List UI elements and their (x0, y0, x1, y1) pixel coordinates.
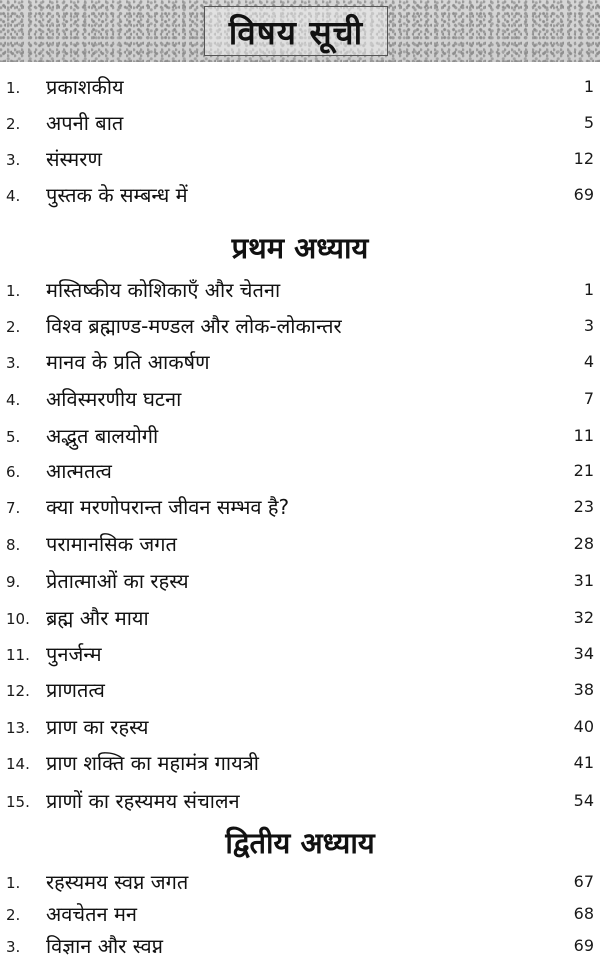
entry-title: प्राण का रहस्य (46, 715, 149, 739)
entry-number: 8. (6, 536, 21, 554)
entry-page: 11 (573, 426, 594, 445)
entry-number: 1. (6, 79, 21, 97)
toc-entry[interactable] (0, 898, 600, 934)
entry-title: अविस्मरणीय घटना (46, 387, 182, 411)
toc-entry[interactable] (0, 602, 600, 638)
entry-title: प्रकाशकीय (46, 75, 124, 99)
entry-number: 14. (6, 755, 30, 773)
entry-page: 3 (583, 316, 594, 335)
toc-entry[interactable] (0, 310, 600, 346)
toc-entry[interactable] (0, 455, 600, 491)
entry-page: 54 (573, 791, 594, 810)
toc-entry[interactable] (0, 747, 600, 783)
toc-entry[interactable] (0, 71, 600, 107)
entry-number: 2. (6, 906, 21, 924)
entry-title: मस्तिष्कीय कोशिकाएँ और चेतना (46, 278, 281, 302)
toc-entry[interactable] (0, 528, 600, 564)
entry-title: प्रेतात्माओं का रहस्य (46, 569, 189, 593)
entry-page: 1 (583, 77, 594, 96)
entry-number: 3. (6, 354, 21, 372)
entry-page: 1 (583, 280, 594, 299)
toc-entry[interactable] (0, 565, 600, 601)
entry-title: संस्मरण (46, 147, 102, 171)
entry-number: 2. (6, 115, 21, 133)
entry-title: अद्भुत बालयोगी (46, 424, 159, 448)
entry-title: अवचेतन मन (46, 902, 138, 926)
toc-entry[interactable] (0, 866, 600, 902)
entry-page: 7 (583, 389, 594, 408)
entry-number: 4. (6, 187, 21, 205)
toc-entry[interactable] (0, 674, 600, 710)
entry-title: प्राणों का रहस्यमय संचालन (46, 789, 240, 813)
entry-number: 11. (6, 646, 30, 664)
entry-number: 9. (6, 573, 21, 591)
entry-page: 4 (583, 352, 594, 371)
entry-title: विज्ञान और स्वप्न (46, 934, 164, 958)
entry-number: 7. (6, 499, 21, 517)
entry-page: 34 (573, 644, 594, 663)
entry-title: पुस्तक के सम्बन्ध में (46, 183, 188, 207)
entry-title: आत्मतत्व (46, 459, 112, 483)
entry-page: 12 (573, 149, 594, 168)
toc-entry[interactable] (0, 107, 600, 143)
entry-page: 5 (583, 113, 594, 132)
entry-number: 4. (6, 391, 21, 409)
entry-number: 5. (6, 428, 21, 446)
entry-page: 28 (573, 534, 594, 553)
entry-page: 31 (573, 571, 594, 590)
toc-entry[interactable] (0, 711, 600, 747)
entry-number: 1. (6, 874, 21, 892)
entry-number: 12. (6, 682, 30, 700)
entry-page: 67 (573, 872, 594, 891)
entry-number: 3. (6, 151, 21, 169)
entry-number: 1. (6, 282, 21, 300)
entry-title: क्या मरणोपरान्त जीवन सम्भव है? (46, 495, 290, 519)
toc-entry[interactable] (0, 383, 600, 419)
entry-title: रहस्यमय स्वप्न जगत (46, 870, 189, 894)
toc-entry[interactable] (0, 143, 600, 179)
toc-entry[interactable] (0, 930, 600, 966)
toc-entry[interactable] (0, 638, 600, 674)
entry-title: प्राणतत्व (46, 678, 105, 702)
entry-page: 32 (573, 608, 594, 627)
toc-entry[interactable] (0, 179, 600, 215)
toc-entry[interactable] (0, 491, 600, 527)
entry-title: परामानसिक जगत (46, 532, 177, 556)
chapter-heading-first: प्रथम अध्याय (231, 231, 369, 265)
entry-number: 2. (6, 318, 21, 336)
entry-title: मानव के प्रति आकर्षण (46, 350, 210, 374)
entry-number: 13. (6, 719, 30, 737)
entry-title: ब्रह्म और माया (46, 606, 149, 630)
entry-title: विश्व ब्रह्माण्ड-मण्डल और लोक-लोकान्तर (46, 314, 342, 338)
entry-page: 41 (573, 753, 594, 772)
entry-page: 68 (573, 904, 594, 923)
toc-entry[interactable] (0, 274, 600, 310)
entry-number: 10. (6, 610, 30, 628)
chapter-heading-second: द्वितीय अध्याय (225, 826, 375, 860)
toc-entry[interactable] (0, 785, 600, 821)
entry-page: 21 (573, 461, 594, 480)
entry-number: 15. (6, 793, 30, 811)
entry-page: 69 (573, 936, 594, 955)
title-banner (0, 0, 600, 62)
entry-title: पुनर्जन्म (46, 642, 102, 666)
title-box (204, 6, 388, 56)
entry-page: 23 (573, 497, 594, 516)
entry-page: 69 (573, 185, 594, 204)
entry-page: 38 (573, 680, 594, 699)
page-title: विषय सूची (228, 12, 364, 52)
entry-page: 40 (573, 717, 594, 736)
toc-entry[interactable] (0, 420, 600, 456)
entry-title: प्राण शक्ति का महामंत्र गायत्री (46, 751, 259, 775)
toc-entry[interactable] (0, 346, 600, 382)
entry-number: 3. (6, 938, 21, 956)
entry-title: अपनी बात (46, 111, 124, 135)
entry-number: 6. (6, 463, 21, 481)
